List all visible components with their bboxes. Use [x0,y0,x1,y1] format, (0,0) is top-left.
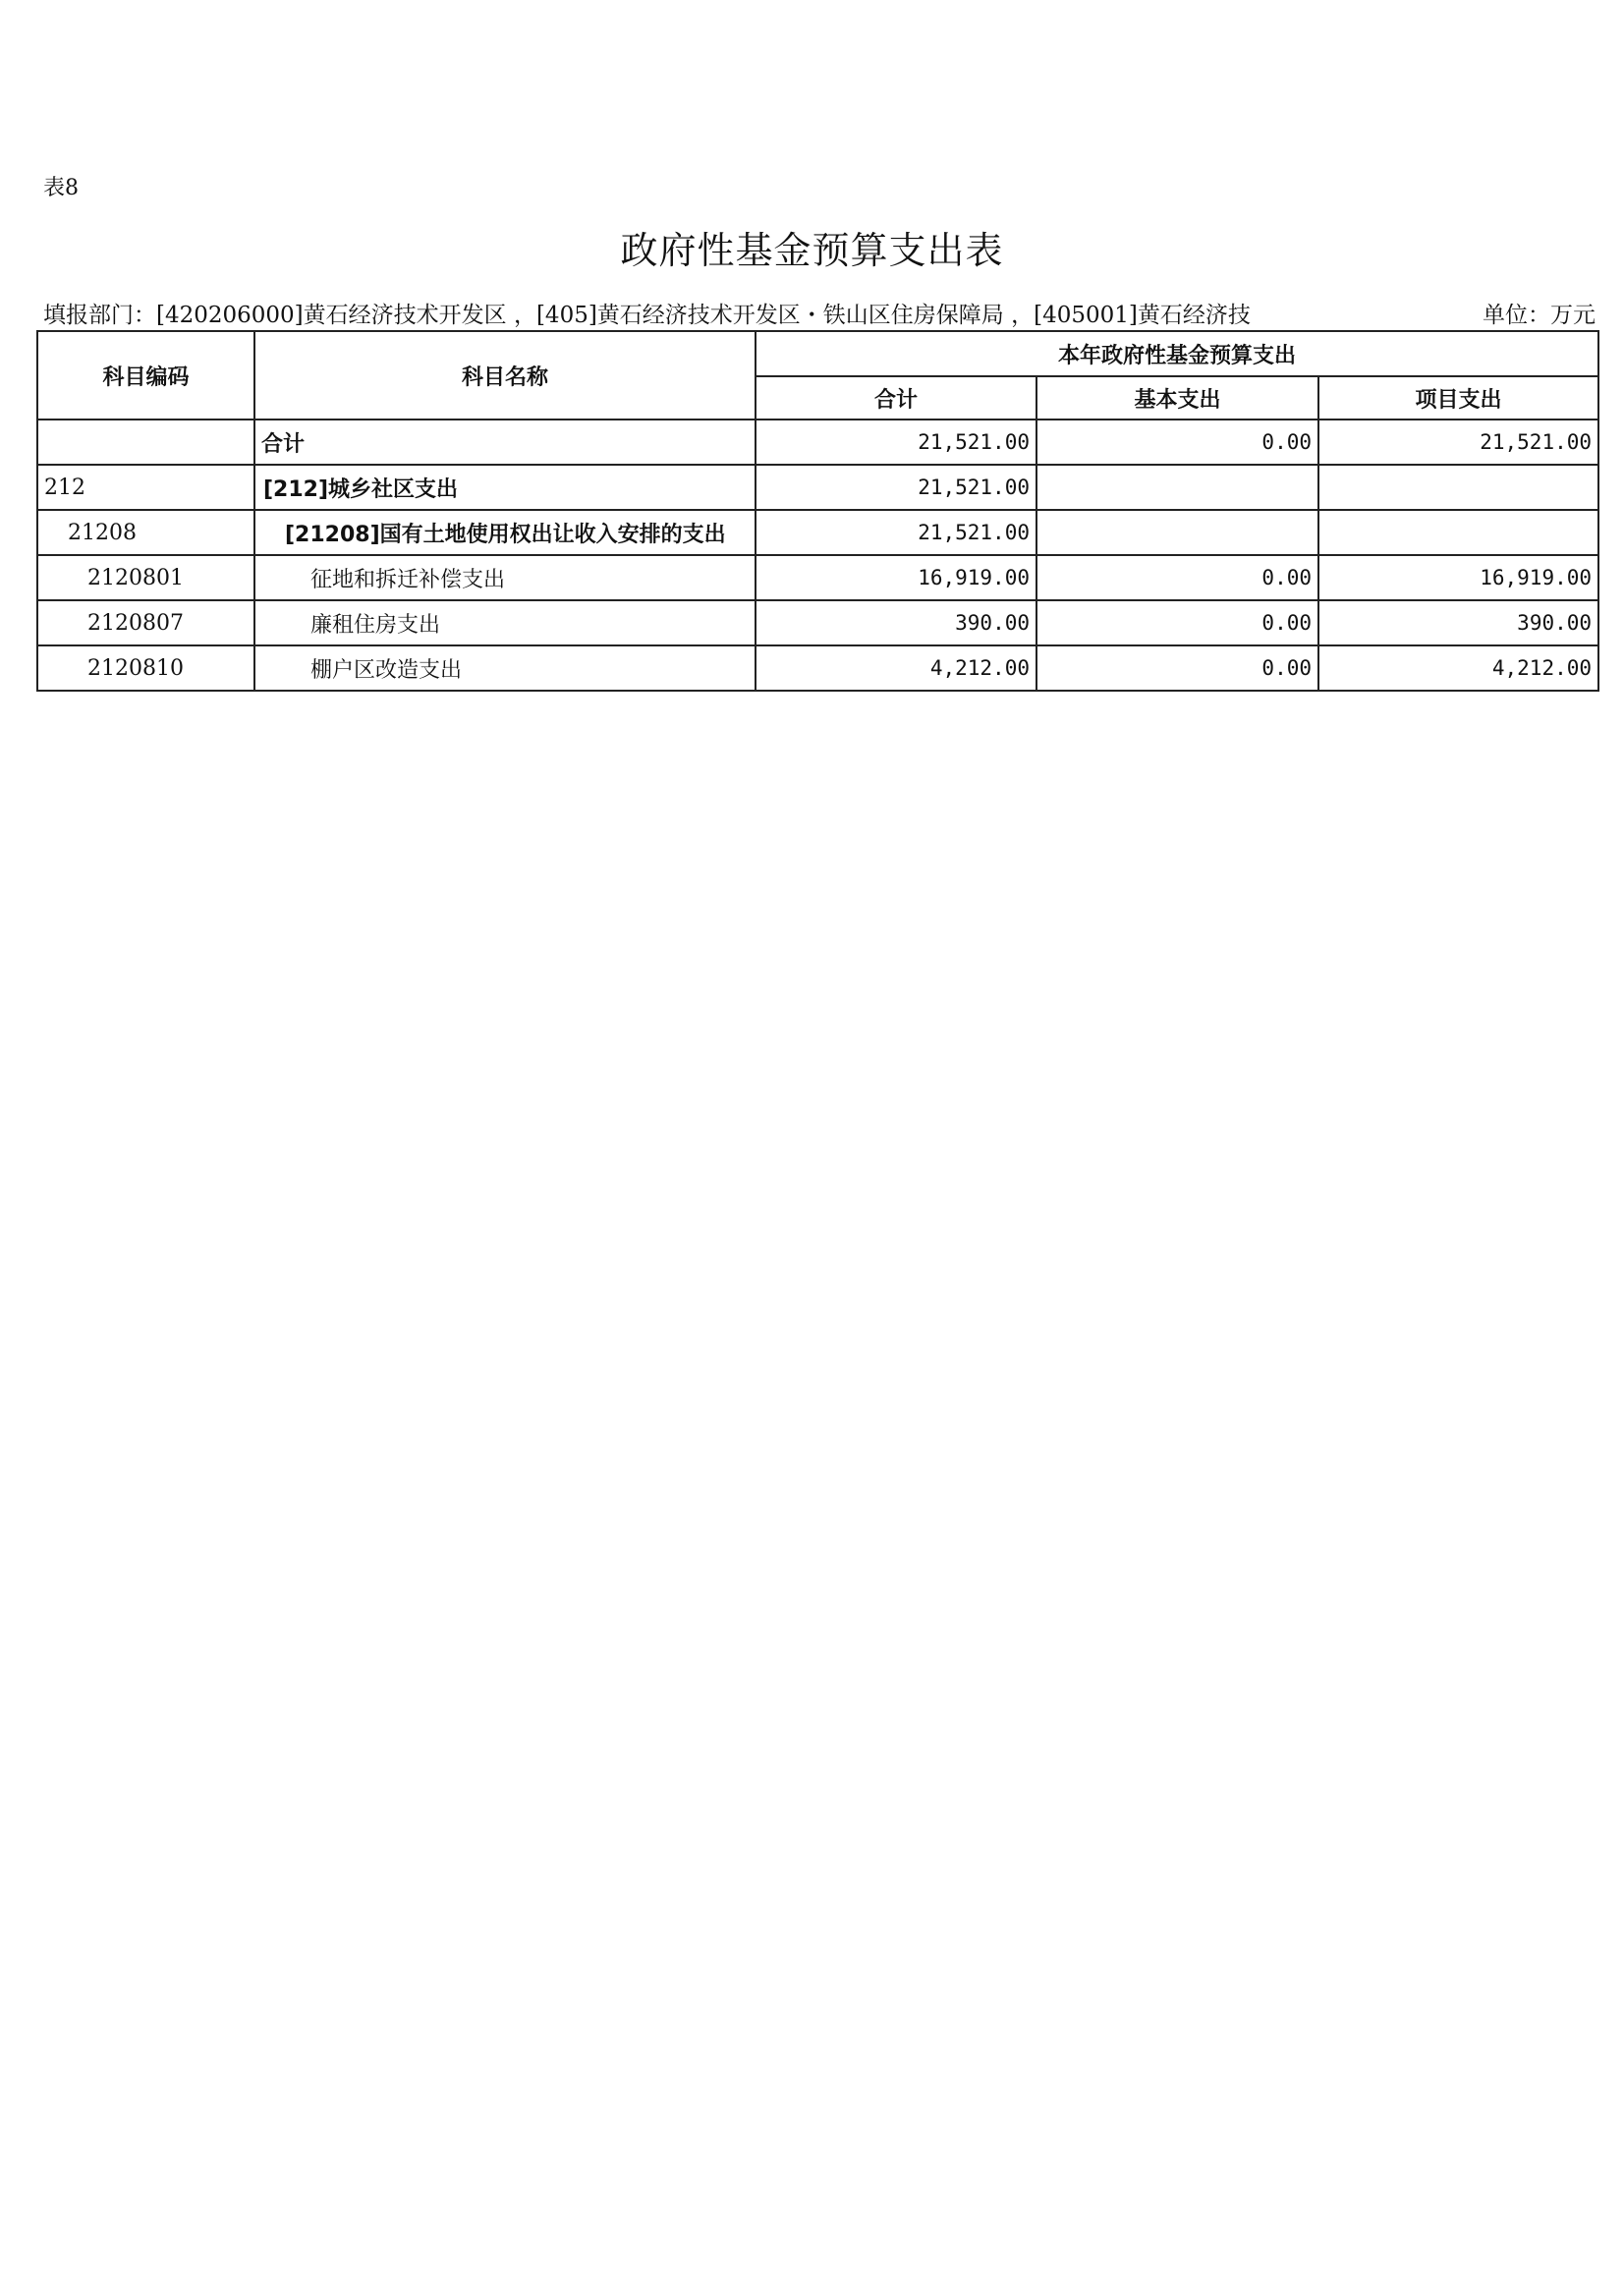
row-code: 2120810 [37,645,254,691]
row-project [1318,510,1598,555]
row-code [37,420,254,465]
row-name: 棚户区改造支出 [254,645,756,691]
header-project: 项目支出 [1318,376,1598,420]
row-code: 212 [37,465,254,510]
row-total: 4,212.00 [756,645,1036,691]
row-project: 16,919.00 [1318,555,1598,600]
table-row [37,645,1598,691]
table-row [37,510,1598,555]
row-basic: 0.00 [1036,420,1318,465]
row-total: 21,521.00 [756,420,1036,465]
row-total: 16,919.00 [756,555,1036,600]
row-total: 21,521.00 [756,465,1036,510]
row-name: 廉租住房支出 [254,600,756,645]
row-basic [1036,510,1318,555]
table-row [37,465,1598,510]
header-code: 科目编码 [37,331,254,420]
row-code: 2120801 [37,555,254,600]
header-basic: 基本支出 [1036,376,1318,420]
row-total: 390.00 [756,600,1036,645]
row-project: 390.00 [1318,600,1598,645]
row-project [1318,465,1598,510]
row-name: [21208]国有土地使用权出让收入安排的支出 [254,510,756,555]
row-name: 合计 [254,420,756,465]
row-basic: 0.00 [1036,600,1318,645]
row-project: 4,212.00 [1318,645,1598,691]
row-code: 2120807 [37,600,254,645]
row-total: 21,521.00 [756,510,1036,555]
row-basic: 0.00 [1036,645,1318,691]
header-group: 本年政府性基金预算支出 [756,331,1598,376]
budget-table [36,330,1599,692]
table-row [37,600,1598,645]
row-project: 21,521.00 [1318,420,1598,465]
table-row [37,555,1598,600]
row-basic [1036,465,1318,510]
unit-label: 单位：万元 [1483,303,1596,328]
header-name: 科目名称 [254,331,756,420]
header-total: 合计 [756,376,1036,420]
row-name: [212]城乡社区支出 [254,465,756,510]
page-title: 政府性基金预算支出表 [620,229,1004,272]
row-basic: 0.00 [1036,555,1318,600]
row-name: 征地和拆迁补偿支出 [254,555,756,600]
table-number: 表8 [43,176,79,200]
department-line: 填报部门：[420206000]黄石经济技术开发区 ，[405]黄石经济技术开发区・铁山区住房保障局 ，[405001]黄石经济技 [43,303,1251,328]
table-row [37,420,1598,465]
header-row-1 [37,331,1598,376]
row-code: 21208 [37,510,254,555]
